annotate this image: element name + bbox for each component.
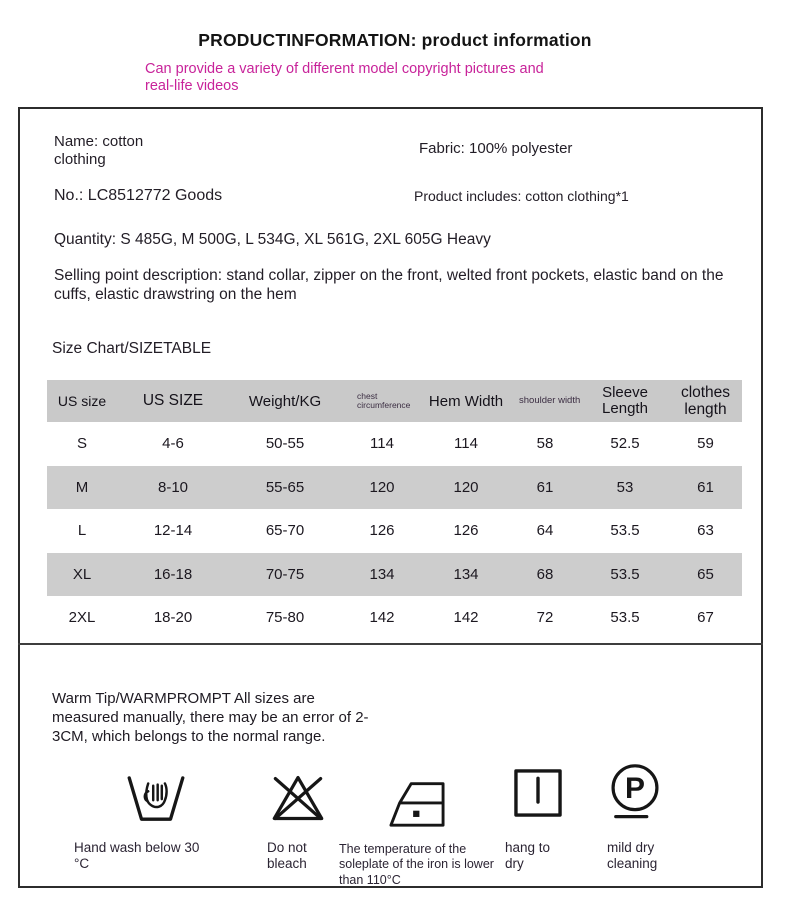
size-row-xl: XL 16-18 70-75 134 134 68 53.5 65 (47, 553, 742, 597)
do-not-bleach-label: Do not bleach (267, 840, 307, 872)
page-subtitle: Can provide a variety of different model copyright pictures and real-life videos (145, 61, 544, 95)
product-includes: Product includes: cotton clothing*1 (414, 188, 629, 204)
size-row-2xl: 2XL 18-20 75-80 142 142 72 53.5 67 (47, 596, 742, 640)
col-hem-width: Hem Width (428, 392, 504, 410)
dry-clean-label: mild dry cleaning (607, 840, 658, 872)
col-sleeve-length: Sleeve Length (602, 383, 648, 417)
col-us-size: US size (57, 393, 107, 409)
page-title: PRODUCTINFORMATION: product information (198, 30, 592, 50)
product-number: No.: LC8512772 Goods (54, 187, 223, 204)
size-table (47, 380, 742, 640)
warm-tip-text: Warm Tip/WARMPROMPT All sizes are measured manually, there may be an error of 2-3CM, which belongs to the normal range. (52, 690, 369, 746)
size-row-m: M 8-10 55-65 120 120 61 53 61 (47, 466, 742, 510)
product-name: Name: cotton clothing (54, 133, 144, 169)
selling-point: Selling point description: stand collar, zipper on the front, welted front pockets, elastic band on the cuffs, elastic drawstring on the hem (54, 267, 724, 303)
col-clothes-length: clothes length (680, 383, 731, 418)
hand-wash-icon (127, 769, 185, 827)
product-info-box (18, 107, 763, 888)
product-fabric: Fabric: 100% polyester (419, 140, 573, 157)
col-chest: chest circumference (357, 390, 411, 410)
iron-low-temp-label: The temperature of the soleplate of the iron is lower than 110°C (339, 842, 494, 887)
hand-wash-label: Hand wash below 30 °C (74, 840, 200, 872)
col-us-size-range: US SIZE (142, 392, 204, 409)
do-not-bleach-icon (270, 772, 326, 824)
size-row-s: S 4-6 50-55 114 114 58 52.5 59 (47, 422, 742, 466)
col-shoulder: shoulder width (519, 394, 581, 406)
svg-text:P: P (625, 771, 645, 805)
iron-low-temp-icon (387, 774, 447, 830)
size-chart-heading: Size Chart/SIZETABLE (52, 340, 212, 357)
hang-to-dry-icon (512, 767, 564, 819)
col-weight: Weight/KG (248, 392, 322, 410)
dry-clean-gentle-icon (604, 761, 666, 823)
product-quantity: Quantity: S 485G, M 500G, L 534G, XL 561G, 2XL 605G Heavy (54, 231, 491, 248)
hang-to-dry-label: hang to dry (505, 840, 551, 872)
size-table-header-row (47, 380, 742, 422)
section-divider (18, 643, 763, 645)
size-row-l: L 12-14 65-70 126 126 64 53.5 63 (47, 509, 742, 553)
